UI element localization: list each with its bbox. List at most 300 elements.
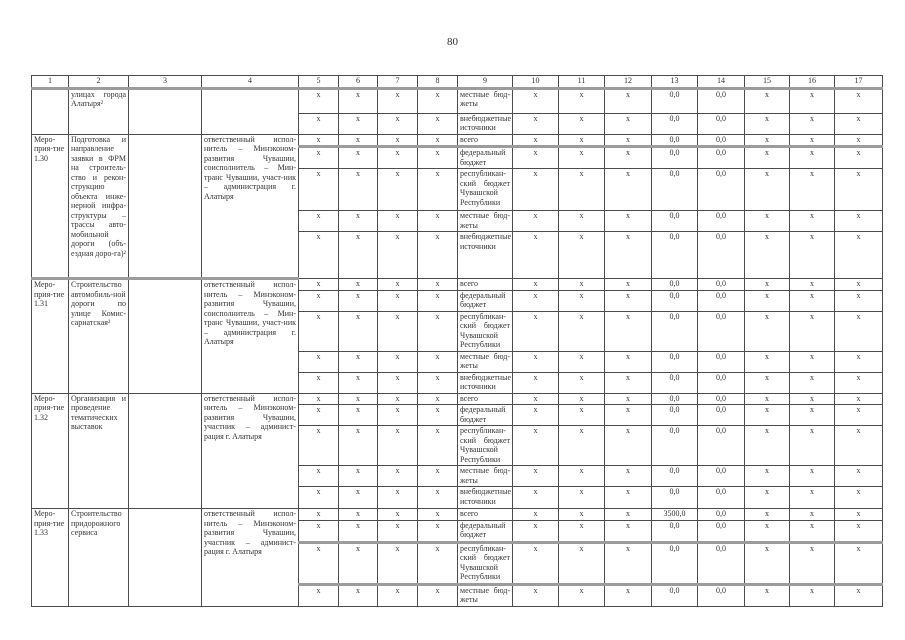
budget-source-cell: местные бюд-жеты [458,584,513,606]
year-mark-cell: x [605,393,652,405]
year-mark-cell: x [559,426,605,466]
year-mark-cell: x [513,466,559,487]
amount-cell: 0,0 [652,426,698,466]
budget-source-cell: внебюджетные источники [458,232,513,279]
year-mark-cell: x [745,113,790,134]
table-header-row [32,76,883,89]
executor-cell [202,88,299,134]
year-mark-cell: x [835,520,883,542]
year-mark-cell: x [790,520,835,542]
empty-cell [129,509,202,607]
year-mark-cell: x [418,584,458,606]
year-mark-cell: x [513,88,559,113]
year-mark-cell: x [790,351,835,372]
year-mark-cell: x [605,584,652,606]
amount-cell: 0,0 [652,232,698,279]
year-mark-cell: x [299,311,339,351]
year-mark-cell: x [513,113,559,134]
amount-cell: 0,0 [652,134,698,147]
year-mark-cell: x [299,88,339,113]
executor-cell: ответственный испол-нитель – Минэконом-развития Чувашии, соисполнитель – Мин-транс Чувашии, участ-ник – администрация г. Алатыря [202,279,299,394]
budget-source-cell: внебюджетные источники [458,372,513,393]
year-mark-cell: x [339,393,378,405]
year-mark-cell: x [605,372,652,393]
year-mark-cell: x [559,584,605,606]
year-mark-cell: x [513,584,559,606]
year-mark-cell: x [835,147,883,169]
measure-description-cell: Строительство придорожного сервиса [69,509,129,607]
year-mark-cell: x [745,147,790,169]
year-mark-cell: x [339,584,378,606]
year-mark-cell: x [745,232,790,279]
year-mark-cell: x [513,393,559,405]
year-mark-cell: x [835,542,883,584]
year-mark-cell: x [378,509,418,521]
year-mark-cell: x [559,405,605,426]
year-mark-cell: x [559,393,605,405]
year-mark-cell: x [339,311,378,351]
amount-cell: 0,0 [698,351,745,372]
year-mark-cell: x [745,520,790,542]
budget-source-cell: всего [458,134,513,147]
budget-source-cell: федеральный бюджет [458,147,513,169]
year-mark-cell: x [605,290,652,311]
year-mark-cell: x [339,88,378,113]
year-mark-cell: x [745,509,790,521]
year-mark-cell: x [745,290,790,311]
measure-description-cell: Подготовка и направление заявки в ФРМ на строитель-ство и рекон-струкцию объекта инже-нерной инфра-структуры – трассы авто-мобильной дороги (объ-ездная доро-га)² [69,134,129,279]
year-mark-cell: x [418,147,458,169]
year-mark-cell: x [605,542,652,584]
amount-cell: 0,0 [698,542,745,584]
year-mark-cell: x [745,351,790,372]
year-mark-cell: x [378,147,418,169]
year-mark-cell: x [835,169,883,211]
year-mark-cell: x [339,542,378,584]
year-mark-cell: x [790,147,835,169]
year-mark-cell: x [378,351,418,372]
amount-cell: 0,0 [652,88,698,113]
year-mark-cell: x [835,311,883,351]
year-mark-cell: x [559,88,605,113]
column-number-header: 17 [835,76,883,89]
empty-cell [129,88,202,134]
year-mark-cell: x [339,147,378,169]
year-mark-cell: x [835,426,883,466]
amount-cell: 0,0 [652,113,698,134]
year-mark-cell: x [745,372,790,393]
year-mark-cell: x [299,393,339,405]
column-number-header: 8 [418,76,458,89]
year-mark-cell: x [299,279,339,291]
year-mark-cell: x [378,113,418,134]
table-row [32,393,883,405]
budget-source-cell: местные бюд-жеты [458,466,513,487]
executor-cell: ответственный испол-нитель – Минэконом-развития Чувашии, участник – админист-рация г. Алатыря [202,509,299,607]
year-mark-cell: x [745,88,790,113]
year-mark-cell: x [745,393,790,405]
amount-cell: 0,0 [698,169,745,211]
table-row [32,88,883,113]
year-mark-cell: x [378,88,418,113]
measure-id-cell: Меро-прия-тие 1.30 [32,134,69,279]
amount-cell: 0,0 [652,351,698,372]
table-header [32,76,883,89]
amount-cell: 0,0 [698,211,745,232]
year-mark-cell: x [299,169,339,211]
year-mark-cell: x [339,372,378,393]
year-mark-cell: x [790,134,835,147]
table-body [32,88,883,606]
amount-cell: 0,0 [698,113,745,134]
year-mark-cell: x [299,405,339,426]
year-mark-cell: x [835,232,883,279]
year-mark-cell: x [513,211,559,232]
year-mark-cell: x [339,405,378,426]
year-mark-cell: x [835,279,883,291]
measure-description-cell: Организация и проведение тематических выставок [69,393,129,509]
column-number-header: 2 [69,76,129,89]
year-mark-cell: x [339,466,378,487]
year-mark-cell: x [378,542,418,584]
year-mark-cell: x [299,232,339,279]
amount-cell: 0,0 [698,405,745,426]
year-mark-cell: x [513,426,559,466]
year-mark-cell: x [835,584,883,606]
year-mark-cell: x [339,113,378,134]
year-mark-cell: x [790,311,835,351]
measure-id-cell: Меро-прия-тие 1.33 [32,509,69,607]
year-mark-cell: x [745,426,790,466]
year-mark-cell: x [513,520,559,542]
budget-source-cell: внебюджетные источники [458,487,513,509]
measure-id-cell: Меро-прия-тие 1.32 [32,393,69,509]
amount-cell: 0,0 [698,88,745,113]
column-number-header: 3 [129,76,202,89]
year-mark-cell: x [605,169,652,211]
table-row [32,509,883,521]
year-mark-cell: x [790,290,835,311]
year-mark-cell: x [418,311,458,351]
year-mark-cell: x [378,426,418,466]
amount-cell: 0,0 [698,147,745,169]
column-number-header: 13 [652,76,698,89]
budget-source-cell: федеральный бюджет [458,290,513,311]
year-mark-cell: x [418,211,458,232]
amount-cell: 0,0 [652,584,698,606]
column-number-header: 7 [378,76,418,89]
year-mark-cell: x [339,351,378,372]
year-mark-cell: x [605,466,652,487]
year-mark-cell: x [299,509,339,521]
amount-cell: 0,0 [698,311,745,351]
year-mark-cell: x [299,426,339,466]
column-number-header: 16 [790,76,835,89]
year-mark-cell: x [299,372,339,393]
year-mark-cell: x [559,169,605,211]
year-mark-cell: x [790,466,835,487]
year-mark-cell: x [378,393,418,405]
year-mark-cell: x [559,351,605,372]
year-mark-cell: x [513,542,559,584]
amount-cell: 0,0 [652,279,698,291]
budget-source-cell: республикан-ский бюджет Чувашской Республики [458,426,513,466]
year-mark-cell: x [378,466,418,487]
amount-cell: 0,0 [698,372,745,393]
amount-cell: 0,0 [652,393,698,405]
amount-cell: 0,0 [698,466,745,487]
year-mark-cell: x [513,351,559,372]
year-mark-cell: x [790,405,835,426]
amount-cell: 0,0 [698,290,745,311]
year-mark-cell: x [339,520,378,542]
year-mark-cell: x [378,279,418,291]
year-mark-cell: x [418,232,458,279]
measure-id-cell [32,88,69,134]
year-mark-cell: x [605,134,652,147]
year-mark-cell: x [418,169,458,211]
year-mark-cell: x [790,88,835,113]
year-mark-cell: x [378,134,418,147]
table-row [32,279,883,291]
year-mark-cell: x [835,372,883,393]
year-mark-cell: x [559,279,605,291]
year-mark-cell: x [559,311,605,351]
year-mark-cell: x [790,584,835,606]
year-mark-cell: x [605,279,652,291]
year-mark-cell: x [790,426,835,466]
year-mark-cell: x [559,290,605,311]
budget-source-cell: местные бюд-жеты [458,88,513,113]
year-mark-cell: x [418,509,458,521]
year-mark-cell: x [299,542,339,584]
year-mark-cell: x [790,279,835,291]
column-number-header: 14 [698,76,745,89]
budget-source-cell: федеральный бюджет [458,520,513,542]
year-mark-cell: x [790,232,835,279]
measures-table [31,75,883,607]
amount-cell: 0,0 [698,426,745,466]
budget-source-cell: республикан-ский бюджет Чувашской Республики [458,311,513,351]
year-mark-cell: x [513,311,559,351]
year-mark-cell: x [378,405,418,426]
year-mark-cell: x [299,113,339,134]
year-mark-cell: x [835,290,883,311]
year-mark-cell: x [418,405,458,426]
year-mark-cell: x [513,290,559,311]
year-mark-cell: x [378,584,418,606]
year-mark-cell: x [378,372,418,393]
year-mark-cell: x [339,134,378,147]
year-mark-cell: x [605,405,652,426]
amount-cell: 0,0 [698,509,745,521]
year-mark-cell: x [378,311,418,351]
year-mark-cell: x [605,147,652,169]
year-mark-cell: x [513,372,559,393]
empty-cell [129,279,202,394]
amount-cell: 0,0 [698,279,745,291]
budget-source-cell: республикан-ский бюджет Чувашской Республики [458,169,513,211]
year-mark-cell: x [418,426,458,466]
year-mark-cell: x [835,113,883,134]
year-mark-cell: x [378,487,418,509]
amount-cell: 0,0 [652,147,698,169]
year-mark-cell: x [299,520,339,542]
amount-cell: 0,0 [652,466,698,487]
budget-source-cell: республикан-ский бюджет Чувашской Республики [458,542,513,584]
year-mark-cell: x [299,290,339,311]
page-number: 80 [447,36,458,48]
year-mark-cell: x [745,134,790,147]
measure-id-cell: Меро-прия-тие 1.31 [32,279,69,394]
year-mark-cell: x [790,372,835,393]
year-mark-cell: x [605,311,652,351]
year-mark-cell: x [299,134,339,147]
year-mark-cell: x [559,466,605,487]
year-mark-cell: x [378,211,418,232]
executor-cell: ответственный испол-нитель – Минэконом-развития Чувашии, соисполнитель – Мин-транс Чувашии, участ-ник – администрация г. Алатыря [202,134,299,279]
year-mark-cell: x [418,351,458,372]
amount-cell: 0,0 [652,290,698,311]
year-mark-cell: x [418,372,458,393]
year-mark-cell: x [745,169,790,211]
year-mark-cell: x [605,232,652,279]
empty-cell [129,134,202,279]
year-mark-cell: x [745,542,790,584]
column-number-header: 15 [745,76,790,89]
amount-cell: 0,0 [652,311,698,351]
year-mark-cell: x [513,487,559,509]
amount-cell: 3500,0 [652,509,698,521]
amount-cell: 0,0 [652,487,698,509]
year-mark-cell: x [299,487,339,509]
year-mark-cell: x [513,147,559,169]
column-number-header: 10 [513,76,559,89]
year-mark-cell: x [513,232,559,279]
year-mark-cell: x [299,147,339,169]
year-mark-cell: x [605,487,652,509]
year-mark-cell: x [745,279,790,291]
budget-source-cell: федеральный бюджет [458,405,513,426]
year-mark-cell: x [559,520,605,542]
budget-source-cell: местные бюд-жеты [458,351,513,372]
year-mark-cell: x [513,509,559,521]
year-mark-cell: x [513,279,559,291]
year-mark-cell: x [339,169,378,211]
year-mark-cell: x [418,134,458,147]
year-mark-cell: x [378,169,418,211]
year-mark-cell: x [835,88,883,113]
year-mark-cell: x [418,487,458,509]
year-mark-cell: x [378,290,418,311]
amount-cell: 0,0 [652,520,698,542]
column-number-header: 11 [559,76,605,89]
year-mark-cell: x [835,393,883,405]
year-mark-cell: x [790,169,835,211]
amount-cell: 0,0 [652,405,698,426]
year-mark-cell: x [418,88,458,113]
year-mark-cell: x [559,113,605,134]
year-mark-cell: x [605,520,652,542]
year-mark-cell: x [339,426,378,466]
year-mark-cell: x [745,311,790,351]
amount-cell: 0,0 [698,232,745,279]
table-row [32,134,883,147]
year-mark-cell: x [418,279,458,291]
year-mark-cell: x [513,405,559,426]
measure-description-cell: Строительство автомобиль-ной дороги по улице Комис-сариатская² [69,279,129,394]
year-mark-cell: x [559,542,605,584]
year-mark-cell: x [835,211,883,232]
year-mark-cell: x [835,405,883,426]
year-mark-cell: x [559,147,605,169]
column-number-header: 1 [32,76,69,89]
year-mark-cell: x [418,542,458,584]
column-number-header: 12 [605,76,652,89]
budget-source-cell: внебюджетные источники [458,113,513,134]
year-mark-cell: x [378,520,418,542]
year-mark-cell: x [339,290,378,311]
year-mark-cell: x [513,169,559,211]
year-mark-cell: x [790,509,835,521]
amount-cell: 0,0 [652,542,698,584]
amount-cell: 0,0 [698,520,745,542]
year-mark-cell: x [835,487,883,509]
year-mark-cell: x [559,134,605,147]
year-mark-cell: x [559,211,605,232]
year-mark-cell: x [299,211,339,232]
year-mark-cell: x [745,405,790,426]
year-mark-cell: x [339,279,378,291]
year-mark-cell: x [559,487,605,509]
year-mark-cell: x [605,509,652,521]
year-mark-cell: x [299,466,339,487]
column-number-header: 4 [202,76,299,89]
year-mark-cell: x [605,211,652,232]
amount-cell: 0,0 [652,169,698,211]
year-mark-cell: x [835,134,883,147]
column-number-header: 5 [299,76,339,89]
amount-cell: 0,0 [652,372,698,393]
year-mark-cell: x [790,393,835,405]
budget-source-cell: всего [458,393,513,405]
year-mark-cell: x [418,290,458,311]
year-mark-cell: x [835,509,883,521]
year-mark-cell: x [513,134,559,147]
budget-source-cell: всего [458,509,513,521]
year-mark-cell: x [299,584,339,606]
year-mark-cell: x [790,211,835,232]
year-mark-cell: x [605,113,652,134]
year-mark-cell: x [790,542,835,584]
budget-source-cell: всего [458,279,513,291]
year-mark-cell: x [559,509,605,521]
year-mark-cell: x [418,393,458,405]
amount-cell: 0,0 [698,584,745,606]
year-mark-cell: x [418,466,458,487]
column-number-header: 9 [458,76,513,89]
column-number-header: 6 [339,76,378,89]
year-mark-cell: x [605,351,652,372]
year-mark-cell: x [605,88,652,113]
year-mark-cell: x [339,232,378,279]
year-mark-cell: x [339,509,378,521]
year-mark-cell: x [418,520,458,542]
year-mark-cell: x [299,351,339,372]
amount-cell: 0,0 [698,487,745,509]
year-mark-cell: x [559,232,605,279]
year-mark-cell: x [835,466,883,487]
